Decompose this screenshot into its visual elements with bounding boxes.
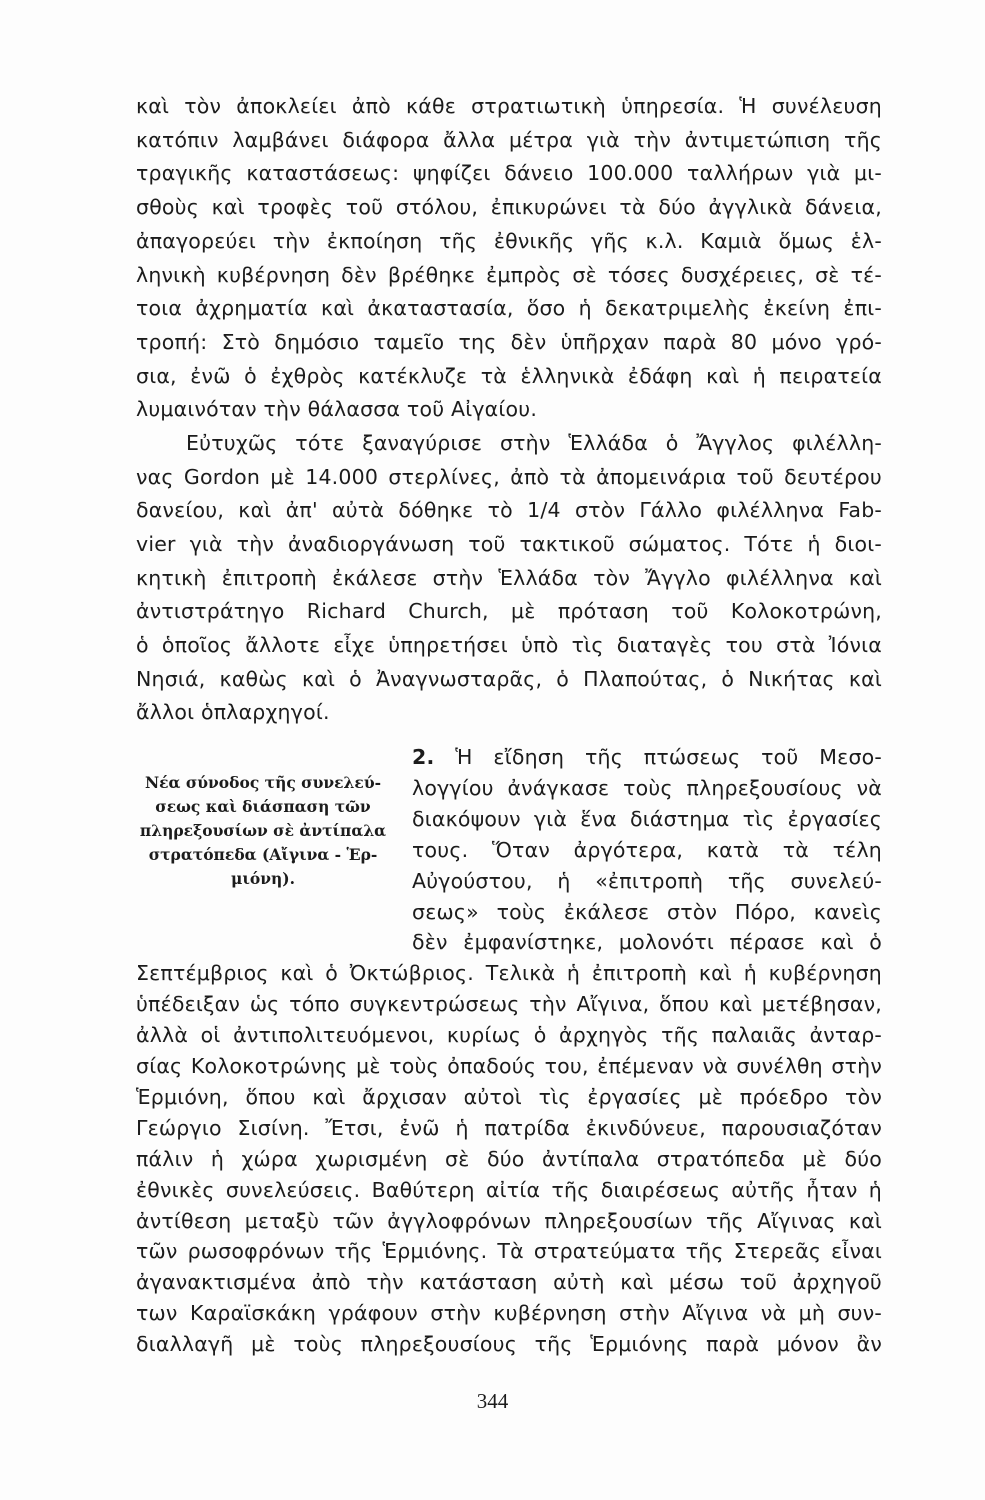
text-line: ἀπαγορεύει τὴν ἐκποίηση τῆς ἐθνικῆς γῆς κ.λ. Καμιὰ ὅμως ἑλ- xyxy=(136,229,882,253)
text-line: διακόψουν γιὰ ἕνα διάστημα τὶς ἐργασίες xyxy=(412,807,882,831)
text-line: κητικὴ ἐπιτροπὴ ἐκάλεσε στὴν Ἑλλάδα τὸν Ἄγγλο φιλέλληνα καὶ xyxy=(136,566,882,590)
text-line: ἐθνικὲς συνελεύσεις. Βαθύτερη αἰτία τῆς διαιρέσεως αὐτῆς ἦταν ἡ xyxy=(136,1178,882,1202)
text-line: καὶ τὸν ἀποκλείει ἀπὸ κάθε στρατιωτικὴ ὑπηρεσία. Ἡ συνέλευση xyxy=(136,94,882,118)
text-line: Αὐγούστου, ἡ «ἐπιτροπὴ τῆς συνελεύ- xyxy=(412,869,882,893)
text-line: σεως» τοὺς ἐκάλεσε στὸν Πόρο, κανεὶς xyxy=(412,900,882,924)
text-line: τραγικῆς καταστάσεως: ψηφίζει δάνειο 100.000 ταλλήρων γιὰ μι- xyxy=(136,161,882,185)
section-first-text: Ἡ εἴδηση τῆς πτώσεως τοῦ Μεσο- xyxy=(455,745,882,769)
text-line: ἀντίθεση μεταξὺ τῶν ἀγγλοφρόνων πληρεξουσίων τῆς Αἴγινας καὶ xyxy=(136,1209,882,1233)
text-line: των Καραϊσκάκη γράφουν στὴν κυβέρνηση στὴν Αἴγινα νὰ μὴ συν- xyxy=(136,1301,882,1325)
text-line: κατόπιν λαμβάνει διάφορα ἄλλα μέτρα γιὰ τὴν ἀντιμετώπιση τῆς xyxy=(136,128,882,152)
text-line: Γεώργιο Σισίνη. Ἔτσι, ἐνῶ ἡ πατρίδα ἐκινδύνευε, παρουσιαζόταν xyxy=(136,1116,882,1140)
text-line: τῶν ρωσοφρόνων τῆς Ἑρμιόνης. Τὰ στρατεύματα τῆς Στερεᾶς εἶναι xyxy=(136,1239,882,1263)
margin-sidenote xyxy=(133,771,393,891)
text-line: σια, ἐνῶ ὁ ἐχθρὸς κατέκλυζε τὰ ἑλληνικὰ ἐδάφη καὶ ἡ πειρατεία xyxy=(136,364,882,388)
text-line: Εὐτυχῶς τότε ξαναγύρισε στὴν Ἑλλάδα ὁ Ἄγγλος φιλέλλη- xyxy=(186,431,882,455)
text-line: ἄλλοι ὁπλαρχηγοί. xyxy=(136,700,330,724)
text-line: ἀντιστράτηγο Richard Church, μὲ πρόταση τοῦ Κολοκοτρώνη, xyxy=(136,599,882,623)
text-line: ἀλλὰ οἱ ἀντιπολιτευόμενοι, κυρίως ὁ ἀρχηγὸς τῆς παλαιᾶς ἀνταρ- xyxy=(136,1023,882,1047)
sidenote-line: στρατόπεδα (Αἴγινα - Ἑρ- xyxy=(148,845,378,864)
text-line: δὲν ἐμφανίστηκε, μολονότι πέρασε καὶ ὁ xyxy=(412,930,882,954)
text-line: ὑπέδειξαν ὡς τόπο συγκεντρώσεως τὴν Αἴγινα, ὅπου καὶ μετέβησαν, xyxy=(136,992,882,1016)
text-line: vier γιὰ τὴν ἀναδιοργάνωση τοῦ τακτικοῦ σώματος. Τότε ἡ διοι- xyxy=(136,532,882,556)
sidenote-line: μιόνη). xyxy=(231,869,295,888)
text-line: τοια ἀχρηματία καὶ ἀκαταστασία, ὅσο ἡ δεκατριμελὴς ἐκείνη ἐπι- xyxy=(136,296,882,320)
text-line: Νησιά, καθὼς καὶ ὁ Ἀναγνωσταρᾶς, ὁ Πλαπούτας, ὁ Νικήτας καὶ xyxy=(136,667,882,691)
sidenote-line: σεως καὶ διάσπαση τῶν xyxy=(155,797,371,816)
text-line: δανείου, καὶ ἀπ' αὐτὰ δόθηκε τὸ 1/4 στὸν Γάλλο φιλέλληνα Fab- xyxy=(136,498,882,522)
text-line: τους. Ὅταν ἀργότερα, κατὰ τὰ τέλη xyxy=(412,838,882,862)
text-line: πάλιν ἡ χώρα χωρισμένη σὲ δύο ἀντίπαλα στρατόπεδα μὲ δύο xyxy=(136,1147,882,1171)
text-line: διαλλαγῆ μὲ τοὺς πληρεξουσίους τῆς Ἑρμιόνης παρὰ μόνον ἂν xyxy=(136,1332,882,1356)
text-line: Ἑρμιόνη, ὅπου καὶ ἄρχισαν αὐτοὶ τὶς ἐργασίες μὲ πρόεδρο τὸν xyxy=(136,1085,882,1109)
text-line: Σεπτέμβριος καὶ ὁ Ὀκτώβριος. Τελικὰ ἡ ἐπιτροπὴ καὶ ἡ κυβέρνηση xyxy=(136,961,882,985)
text-line: ληνικὴ κυβέρνηση δὲν βρέθηκε ἐμπρὸς σὲ τόσες δυσχέρειες, σὲ τέ- xyxy=(136,263,882,287)
text-line: τροπή: Στὸ δημόσιο ταμεῖο της δὲν ὑπῆρχαν παρὰ 80 μόνο γρό- xyxy=(136,330,882,354)
text-line: νας Gordon μὲ 14.000 στερλίνες, ἀπὸ τὰ ἀπομεινάρια τοῦ δευτέρου xyxy=(136,465,882,489)
text-line: ὁ ὁποῖος ἄλλοτε εἶχε ὑπηρετήσει ὑπὸ τὶς διαταγὲς του στὰ Ἰόνια xyxy=(136,633,882,657)
text-line: ἀγανακτισμένα ἀπὸ τὴν κατάσταση αὐτὴ καὶ μέσω τοῦ ἀρχηγοῦ xyxy=(136,1270,882,1294)
page-number: 344 xyxy=(476,1389,509,1413)
section-number: 2. xyxy=(412,745,435,769)
sidenote-line: πληρεξουσίων σὲ ἀντίπαλα xyxy=(139,821,387,840)
text-line: λογγίου ἀνάγκασε τοὺς πληρεξουσίους νὰ xyxy=(412,776,882,800)
sidenote-line: Νέα σύνοδος τῆς συνελεύ- xyxy=(144,773,382,792)
text-line: σίας Κολοκοτρώνης μὲ τοὺς ὀπαδούς του, ἐπέμεναν νὰ συνέλθη στὴν xyxy=(136,1054,882,1078)
section-first-line xyxy=(412,742,882,772)
text-line: λυμαινόταν τὴν θάλασσα τοῦ Αἰγαίου. xyxy=(136,397,538,421)
text-line: σθοὺς καὶ τροφὲς τοῦ στόλου, ἐπικυρώνει τὰ δύο ἀγγλικὰ δάνεια, xyxy=(136,195,882,219)
